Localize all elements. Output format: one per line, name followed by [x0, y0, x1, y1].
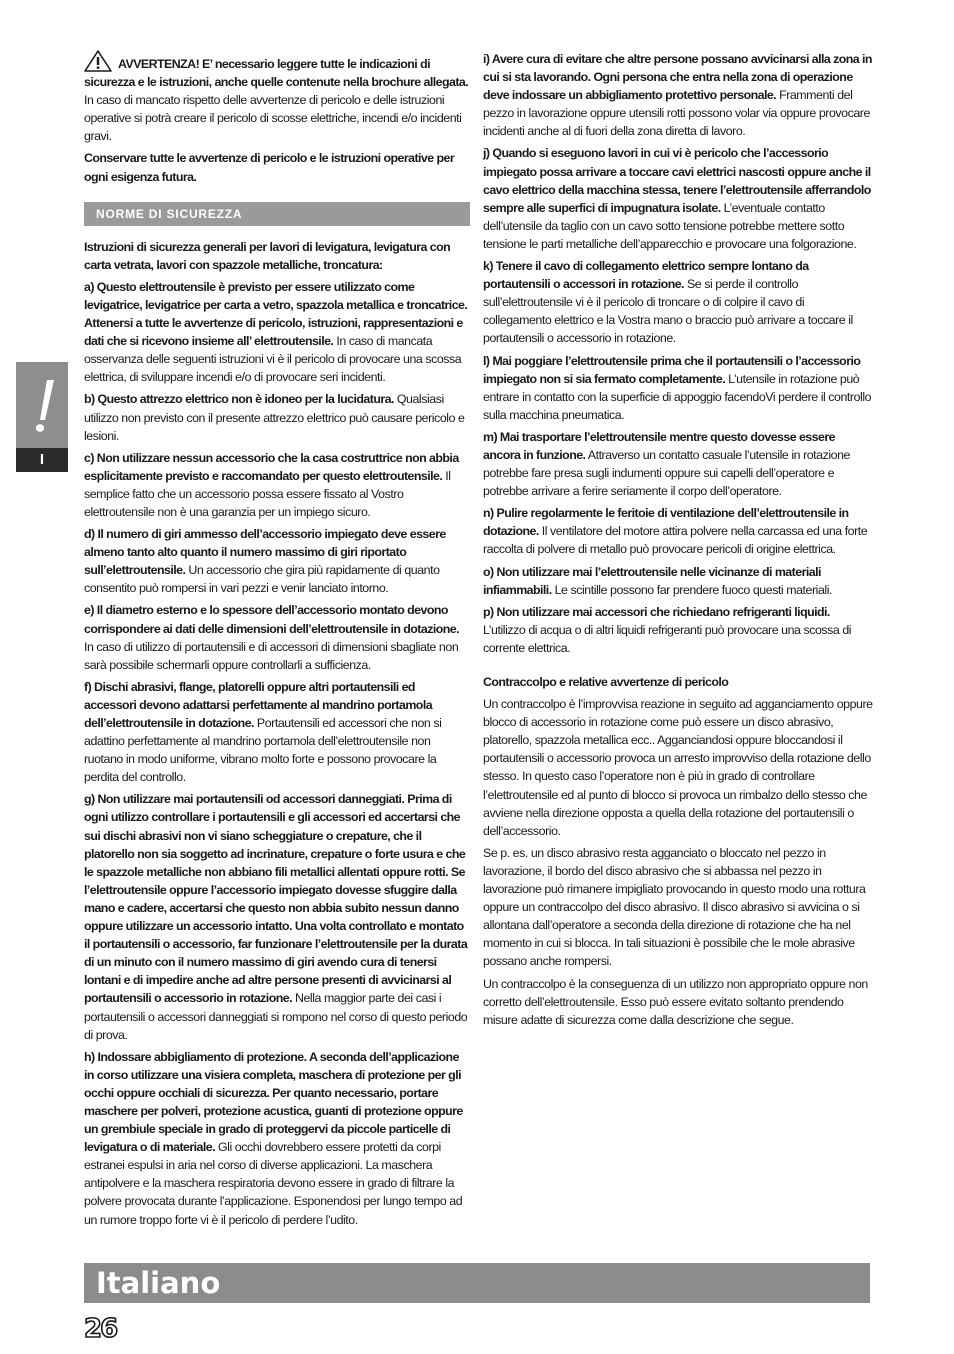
intro-paragraph: [84, 238, 470, 274]
item-l: [483, 352, 873, 424]
kickback-title: [483, 673, 873, 691]
item-bold: c) Non utilizzare nessun accessorio che la casa costruttrice non abbia esplicitamente previsto e raccomandato per questo elettroutensile.: [84, 450, 459, 483]
item-text: Un accessorio che gira più rapidamente di quanto consentito può rompersi in vari pezzi e venir lanciato intorno.: [84, 563, 440, 596]
item-j: [483, 144, 873, 253]
item-bold: k) Tenere il cavo di collegamento elettrico sempre lontano da portautensili o accessori in rotazione.: [483, 259, 809, 292]
exclamation-icon: [16, 362, 68, 448]
item-text: L’eventuale contatto dell’utensile da taglio con un cavo sotto tensione potrebbe mettere sotto tensione le parti metalliche dell’apparecchio e provocare una folgorazione.: [483, 200, 857, 251]
left-column: [84, 50, 470, 1233]
item-bold: l) Mai poggiare l’elettroutensile prima che il portautensili o l’accessorio impiegato non si sia fermato completamente.: [483, 353, 861, 386]
item-text: Le scintille possono far prendere fuoco questi materiali.: [551, 582, 832, 597]
warning-paragraph: [84, 50, 470, 145]
item-text: L’utensile in rotazione può entrare in contatto con la superficie di appoggio facendoVi perdere il controllo sulla macchina pneumatica.: [483, 371, 872, 422]
item-bold: f) Dischi abrasivi, flange, platorelli oppure altri portautensili ed accessori devono adattarsi perfettamente al mandrino portamola dell’elettroutensile in dotazione.: [84, 679, 433, 730]
item-bold: g) Non utilizzare mai portautensili od accessori danneggiati. Prima di ogni utilizzo controllare i portautensili e gli accessori ed accertarsi che sui dischi abrasivi non vi siano scheggiature o crepature, che il platorello non sia soggetto ad incrinature, crepature o forte usura e che le spazzole metalliche non abbiano fili metallici allentati oppure rotti. Se l’elettroutensile oppure l’accessorio impiegato dovesse sfuggire dalla mano e cadere, accertarsi che questo non abbia subito nessun danno oppure utilizzare un accessorio intatto. Una volta controllato e montato il portautensili o accessorio, far funzionare l’elettroutensile per la durata di un minuto con il numero massimo di giri avendo cura di tenersi lontani e di impedire anche ad altre persone presenti di avvicinarsi al portautensili o accessorio in rotazione.: [84, 792, 468, 1006]
item-c: [84, 449, 470, 521]
item-d: [84, 525, 470, 597]
kickback-paragraph-1: Un contraccolpo è l’improvvisa reazione in seguito ad agganciamento oppure blocco di accessorio in rotazione come può essere un disco abrasivo, platorello, spazzola metallica ecc.. Agganciandosi oppure bloccandosi il portautensili o accessorio provoca un arresto improvviso della rotazione dello stesso. In questo caso l’operatore non è più in grado di controllare l’elettroutensile ed al punto di blocco si provoca un rimbalzo dello stesso che avviene nella direzione opposta a quella della rotazione del portautensili o dell’accessorio.: [483, 697, 873, 838]
item-bold: m) Mai trasportare l’elettroutensile mentre questo dovesse essere ancora in funzione.: [483, 429, 835, 462]
item-i: [483, 50, 873, 140]
warning-bold: AVVERTENZA! E’ necessario leggere tutte le indicazioni di sicurezza e le istruzioni, anche quelle contenute nella brochure allegata.: [84, 57, 469, 90]
item-text: Attraverso un contatto casuale l’utensile in rotazione potrebbe fare presa sugli indumenti oppure sui capelli dell’operatore e potrebbe arrivare a ferire seriamente il corpo dell’operatore.: [483, 447, 850, 499]
item-bold: n) Pulire regolarmente le feritoie di ventilazione dell’elettroutensile in dotazione.: [483, 506, 849, 539]
item-h-text: Gli occhi dovrebbero essere protetti da corpi estranei espulsi in aria nel corso di diverse applicazioni. La maschera antipolvere e la maschera respiratoria devono essere in grado di filtrare la polvere provocata durante l’applicazione. Esponendosi per lungo tempo ad un rumore troppo forte vi è il pericolo di perdere l’udito.: [84, 1140, 463, 1227]
item-h-start: [84, 1048, 470, 1229]
item-bold: i) Avere cura di evitare che altre persone possano avvicinarsi alla zona in cui si sta lavorando. Ogni persona che entra nella zona di operazione deve indossare un abbigliamento protettivo personale.: [483, 52, 872, 103]
kickback-title-text: Contraccolpo e relative avvertenze di pericolo: [483, 675, 729, 689]
item-text: Portautensili ed accessori che non si adattino perfettamente al mandrino portamola dell’elettroutensile non ruotano in modo uniforme, vibrano molto forte e possono provocare la perdita del controllo.: [84, 716, 442, 785]
item-e: [84, 601, 470, 673]
spacer: [483, 661, 873, 673]
item-p: [483, 603, 873, 657]
item-m: [483, 428, 873, 500]
item-bold: j) Quando si eseguono lavori in cui vi è pericolo che l’accessorio impiegato possa arrivare a toccare cavi elettrici nascosti oppure anche il cavo elettrico della macchina stessa, tenere l’elettroutensile afferrandolo sempre alle superfici di impugnatura isolate.: [483, 146, 871, 215]
right-column: [483, 50, 873, 1033]
item-text: Il semplice fatto che un accessorio possa essere fissato al Vostro elettroutensile non è una garanzia per un impiego sicuro.: [84, 468, 451, 519]
item-text: L’utilizzo di acqua o di altri liquidi refrigeranti può provocare una scossa di corrente elettrica.: [483, 622, 852, 655]
item-bold: a) Questo elettroutensile è previsto per essere utilizzato come levigatrice, levigatrice per carta a vetro, spazzola metallica e troncatrice. Attenersi a tutte le avvertenze di pericolo, istruzioni, rappresentazioni e dati che si ricevono insieme all’ elettroutensile.: [84, 279, 468, 349]
item-bold: o) Non utilizzare mai l’elettroutensile nelle vicinanze di materiali infiammabili.: [483, 564, 821, 597]
intro-text: Istruzioni di sicurezza generali per lavori di levigatura, levigatura con carta vetrata, lavori con spazzole metalliche, troncatura:: [84, 239, 451, 272]
item-h-bold: h) Indossare abbigliamento di protezione. A seconda dell’applicazione in corso utilizzare una visiera completa, maschera di protezione per gli occhi oppure occhiali di sicurezza. Per quanto necessario, portare maschere per polveri, protezione acustica, guanti di protezione oppure un grembiule speciale in grado di proteggervi da piccole particelle di levigatura o di materiale.: [84, 1049, 463, 1155]
item-bold: d) Il numero di giri ammesso dell’accessorio impiegato deve essere almeno tanto alto quanto il numero massimo di giri riportato sull’elettroutensile.: [84, 527, 446, 578]
item-n: [483, 504, 873, 558]
item-text: Qualsiasi utilizzo non previsto con il presente attrezzo elettrico può causare pericolo e lesioni.: [84, 392, 465, 443]
item-bold: b) Questo attrezzo elettrico non è idoneo per la lucidatura.: [84, 392, 394, 407]
item-o: [483, 563, 873, 599]
item-bold: e) Il diametro esterno e lo spessore dell’accessorio montato devono corrispondere ai dati delle dimensioni dell’elettroutensile in dotazione.: [84, 603, 460, 636]
item-a: [84, 278, 470, 387]
item-f: [84, 678, 470, 787]
language-footer-bar: [84, 1263, 870, 1303]
item-text: In caso di utilizzo di portautensili e di accessori di dimensioni sbagliate non sarà possibile schermarli oppure controllarli a sufficienza.: [84, 639, 459, 672]
language-code: I: [16, 448, 68, 472]
item-text: In caso di mancata osservanza delle seguenti istruzioni vi è il pericolo di provocare una scossa elettrica, di sviluppare incendi e/o di provocare seri incidenti.: [84, 334, 462, 385]
item-g: [84, 790, 470, 1043]
item-bold: p) Non utilizzare mai accessori che richiedano refrigeranti liquidi.: [483, 604, 830, 619]
item-text: Frammenti del pezzo in lavorazione oppure utensili rotti possono volar via oppure provocare incidenti anche al di fuori della zona diretta di lavoro.: [483, 88, 870, 139]
language-label: Italiano: [96, 1266, 221, 1300]
warning-triangle-icon: [84, 50, 112, 72]
kickback-paragraph-2: Se p. es. un disco abrasivo resta agganciato o bloccato nel pezzo in lavorazione, il bordo del disco abrasivo che si abbassa nel pezzo in lavorazione può rimanere impigliato provocando in questo modo una rottura oppure un contraccolpo del disco abrasivo. Il disco abrasivo si avvicina o si allontana dall’operatore a seconda della direzione di rotazione che ha nel momento in cui si blocca. In tali situazioni è possibile che le mole abrasive possano anche rompersi.: [483, 845, 866, 969]
side-tab: [16, 362, 68, 472]
item-text: Nella maggior parte dei casi i portautensili o accessori danneggiati si rompono nel corso di questo periodo di prova.: [84, 991, 468, 1042]
page-number: 26: [84, 1314, 117, 1344]
warning-keep-text: Conservare tutte le avvertenze di pericolo e le istruzioni operative per ogni esigenza futura.: [84, 151, 455, 184]
item-text: Se si perde il controllo sull’elettroutensile vi è il pericolo di troncare o di colpire il cavo di collegamento elettrico e la Vostra mano o braccio può arrivare a toccare il portautensili o accessorio in rotazione.: [483, 277, 853, 346]
item-k: [483, 257, 873, 347]
kickback-paragraph-3: Un contraccolpo è la conseguenza di un utilizzo non appropriato oppure non corretto dell’elettroutensile. Esso può essere evitato soltanto prendendo misure adatte di sicurezza come dalla descrizione che segue.: [483, 976, 868, 1027]
warning-keep: [84, 149, 470, 185]
item-b: [84, 390, 470, 444]
warning-text: In caso di mancato rispetto delle avvertenze di pericolo e delle istruzioni operative si potrà creare il pericolo di scosse elettriche, incendi e/o incidenti gravi.: [84, 93, 462, 144]
item-text: Il ventilatore del motore attira polvere nella carcassa ed una forte raccolta di polvere di metallo può provocare pericoli di origine elettrica.: [483, 524, 868, 557]
section-title: NORME DI SICUREZZA: [84, 202, 470, 226]
